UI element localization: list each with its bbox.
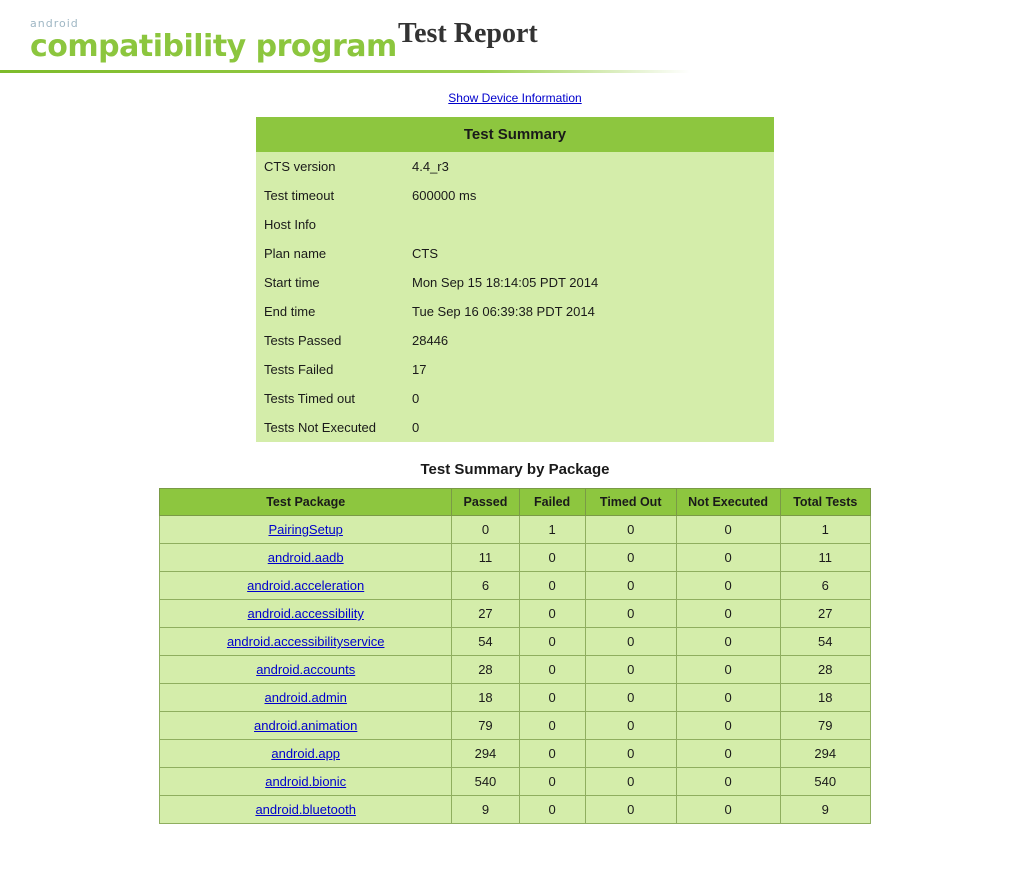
timed-out-cell: 0 bbox=[585, 740, 676, 768]
table-row bbox=[160, 712, 871, 740]
summary-value: 17 bbox=[412, 362, 427, 377]
passed-cell: 27 bbox=[452, 600, 519, 628]
summary-value: 600000 ms bbox=[412, 188, 477, 203]
package-name-cell bbox=[160, 544, 452, 572]
column-header-failed: Failed bbox=[519, 489, 585, 516]
not-executed-cell: 0 bbox=[676, 796, 780, 824]
summary-key: CTS version bbox=[264, 159, 336, 174]
summary-key: Tests Timed out bbox=[264, 391, 356, 406]
passed-cell: 0 bbox=[452, 516, 519, 544]
timed-out-cell: 0 bbox=[585, 628, 676, 656]
package-link[interactable]: android.animation bbox=[254, 718, 358, 733]
column-header-passed: Passed bbox=[452, 489, 519, 516]
package-name-cell bbox=[160, 572, 452, 600]
not-executed-cell: 0 bbox=[676, 712, 780, 740]
failed-cell: 0 bbox=[519, 600, 585, 628]
passed-cell: 6 bbox=[452, 572, 519, 600]
failed-cell: 0 bbox=[519, 628, 585, 656]
summary-value: 0 bbox=[412, 420, 420, 435]
package-link[interactable]: android.accessibilityservice bbox=[226, 634, 385, 649]
not-executed-cell: 0 bbox=[676, 600, 780, 628]
not-executed-cell: 0 bbox=[676, 656, 780, 684]
summary-row bbox=[256, 152, 774, 181]
package-name-cell bbox=[160, 656, 452, 684]
summary-key: Tests Not Executed bbox=[264, 420, 376, 435]
passed-cell: 28 bbox=[452, 656, 519, 684]
total-cell: 540 bbox=[780, 768, 870, 796]
show-device-information-link[interactable]: Show Device Information bbox=[448, 91, 582, 105]
package-name-cell bbox=[160, 712, 452, 740]
table-row bbox=[160, 628, 871, 656]
header-divider bbox=[0, 70, 690, 73]
package-link[interactable]: android.aadb bbox=[267, 550, 344, 565]
summary-row bbox=[256, 355, 774, 384]
summary-row bbox=[256, 384, 774, 413]
timed-out-cell: 0 bbox=[585, 572, 676, 600]
failed-cell: 0 bbox=[519, 572, 585, 600]
passed-cell: 11 bbox=[452, 544, 519, 572]
timed-out-cell: 0 bbox=[585, 516, 676, 544]
table-row bbox=[160, 600, 871, 628]
summary-row bbox=[256, 239, 774, 268]
logo-android-text: android bbox=[30, 17, 79, 30]
total-cell: 18 bbox=[780, 684, 870, 712]
timed-out-cell: 0 bbox=[585, 544, 676, 572]
total-cell: 27 bbox=[780, 600, 870, 628]
package-link[interactable]: android.accessibility bbox=[247, 606, 364, 621]
android-compatibility-logo bbox=[30, 18, 397, 62]
package-name-cell bbox=[160, 516, 452, 544]
table-row bbox=[160, 656, 871, 684]
package-name-cell bbox=[160, 600, 452, 628]
package-summary-title: Test Summary by Package bbox=[420, 461, 610, 478]
device-info-link-row bbox=[0, 90, 1030, 105]
failed-cell: 0 bbox=[519, 740, 585, 768]
column-header-total-tests: Total Tests bbox=[780, 489, 870, 516]
timed-out-cell: 0 bbox=[585, 656, 676, 684]
column-header-test-package: Test Package bbox=[160, 489, 452, 516]
total-cell: 6 bbox=[780, 572, 870, 600]
package-name-cell bbox=[160, 768, 452, 796]
passed-cell: 294 bbox=[452, 740, 519, 768]
not-executed-cell: 0 bbox=[676, 628, 780, 656]
package-name-cell bbox=[160, 796, 452, 824]
package-name-cell bbox=[160, 740, 452, 768]
summary-row bbox=[256, 268, 774, 297]
package-link[interactable]: android.accounts bbox=[256, 662, 356, 677]
table-row bbox=[160, 740, 871, 768]
summary-row bbox=[256, 413, 774, 442]
summary-key: Tests Passed bbox=[264, 333, 342, 348]
summary-row bbox=[256, 326, 774, 355]
not-executed-cell: 0 bbox=[676, 684, 780, 712]
timed-out-cell: 0 bbox=[585, 796, 676, 824]
timed-out-cell: 0 bbox=[585, 712, 676, 740]
summary-key: Host Info bbox=[264, 217, 317, 232]
total-cell: 1 bbox=[780, 516, 870, 544]
table-row bbox=[160, 516, 871, 544]
failed-cell: 0 bbox=[519, 768, 585, 796]
summary-key: Plan name bbox=[264, 246, 327, 261]
not-executed-cell: 0 bbox=[676, 516, 780, 544]
passed-cell: 9 bbox=[452, 796, 519, 824]
summary-value bbox=[404, 210, 774, 239]
summary-key: Start time bbox=[264, 275, 320, 290]
package-link[interactable]: PairingSetup bbox=[268, 522, 343, 537]
table-row bbox=[160, 684, 871, 712]
total-cell: 28 bbox=[780, 656, 870, 684]
timed-out-cell: 0 bbox=[585, 768, 676, 796]
package-name-cell bbox=[160, 628, 452, 656]
test-summary-caption: Test Summary bbox=[256, 117, 774, 152]
total-cell: 11 bbox=[780, 544, 870, 572]
table-row bbox=[160, 796, 871, 824]
test-summary-body bbox=[256, 152, 774, 442]
not-executed-cell: 0 bbox=[676, 544, 780, 572]
summary-value: Mon Sep 15 18:14:05 PDT 2014 bbox=[412, 275, 599, 290]
total-cell: 79 bbox=[780, 712, 870, 740]
summary-value: CTS bbox=[412, 246, 438, 261]
not-executed-cell: 0 bbox=[676, 572, 780, 600]
column-header-timed-out: Timed Out bbox=[585, 489, 676, 516]
timed-out-cell: 0 bbox=[585, 684, 676, 712]
failed-cell: 0 bbox=[519, 684, 585, 712]
package-link[interactable]: android.app bbox=[271, 746, 341, 761]
package-name-cell bbox=[160, 684, 452, 712]
total-cell: 54 bbox=[780, 628, 870, 656]
package-table-head bbox=[160, 489, 871, 516]
passed-cell: 54 bbox=[452, 628, 519, 656]
table-row bbox=[160, 544, 871, 572]
package-link[interactable]: android.admin bbox=[264, 690, 347, 705]
failed-cell: 0 bbox=[519, 796, 585, 824]
timed-out-cell: 0 bbox=[585, 600, 676, 628]
failed-cell: 0 bbox=[519, 656, 585, 684]
summary-value: 0 bbox=[412, 391, 420, 406]
not-executed-cell: 0 bbox=[676, 740, 780, 768]
passed-cell: 79 bbox=[452, 712, 519, 740]
summary-key: End time bbox=[264, 304, 316, 319]
passed-cell: 18 bbox=[452, 684, 519, 712]
summary-value: 28446 bbox=[412, 333, 449, 348]
total-cell: 294 bbox=[780, 740, 870, 768]
summary-value: 4.4_r3 bbox=[412, 159, 449, 174]
test-summary-table bbox=[256, 117, 774, 442]
summary-value: Tue Sep 16 06:39:38 PDT 2014 bbox=[412, 304, 595, 319]
not-executed-cell: 0 bbox=[676, 768, 780, 796]
table-row bbox=[160, 572, 871, 600]
package-link[interactable]: android.bionic bbox=[265, 774, 347, 789]
package-link[interactable]: android.acceleration bbox=[247, 578, 365, 593]
total-cell: 9 bbox=[780, 796, 870, 824]
summary-row bbox=[256, 210, 774, 239]
package-summary-table bbox=[159, 488, 871, 824]
summary-key: Test timeout bbox=[264, 188, 335, 203]
logo-compatibility-text: compatibility program bbox=[30, 29, 397, 64]
summary-row bbox=[256, 297, 774, 326]
package-table-body bbox=[160, 516, 871, 824]
failed-cell: 1 bbox=[519, 516, 585, 544]
failed-cell: 0 bbox=[519, 712, 585, 740]
package-link[interactable]: android.bluetooth bbox=[255, 802, 356, 817]
package-table-header-row bbox=[160, 489, 871, 516]
table-row bbox=[160, 768, 871, 796]
summary-key: Tests Failed bbox=[264, 362, 334, 377]
page-title: Test Report bbox=[398, 18, 538, 49]
passed-cell: 540 bbox=[452, 768, 519, 796]
page-header bbox=[0, 0, 1030, 72]
column-header-not-executed: Not Executed bbox=[676, 489, 780, 516]
summary-row bbox=[256, 181, 774, 210]
failed-cell: 0 bbox=[519, 544, 585, 572]
